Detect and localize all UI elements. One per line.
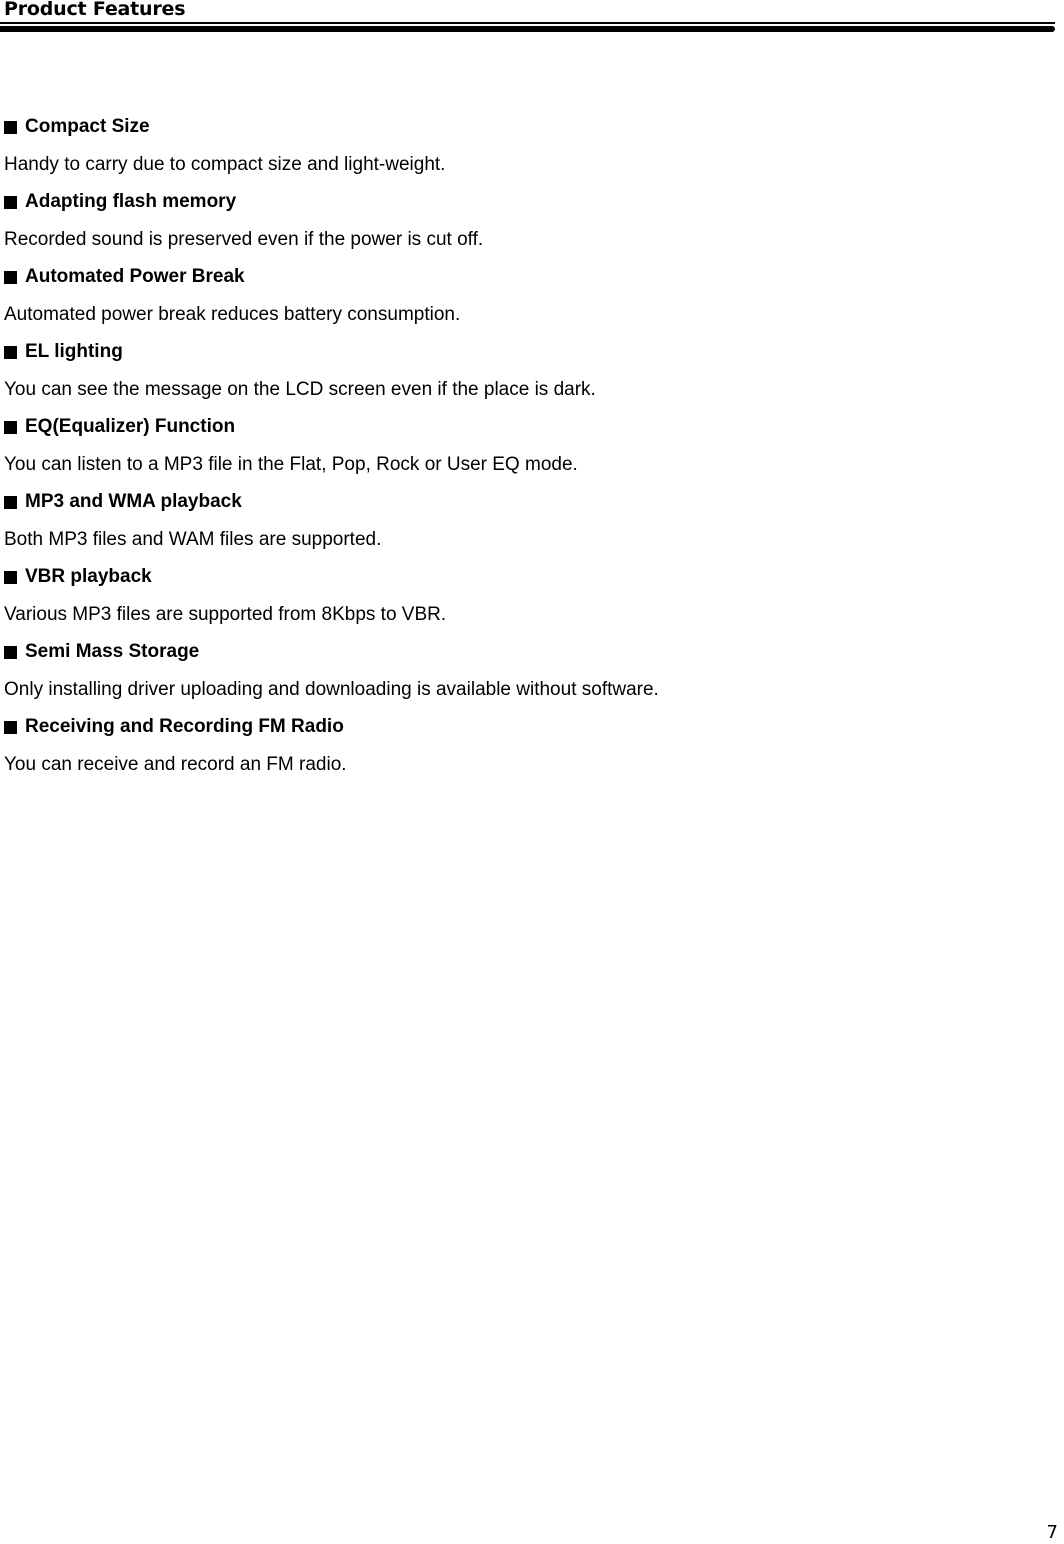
feature-title: Automated Power Break <box>25 266 245 287</box>
feature-description: Both MP3 files and WAM files are supported. <box>4 528 382 550</box>
feature-title: EQ(Equalizer) Function <box>25 416 236 437</box>
square-bullet-icon <box>4 196 17 209</box>
feature-item-fm-radio <box>4 708 1044 783</box>
page-header <box>0 0 1064 40</box>
feature-title: EL lighting <box>25 341 123 362</box>
feature-description: Various MP3 files are supported from 8Kbps to VBR. <box>4 603 447 625</box>
header-rule-thin <box>0 22 1055 24</box>
square-bullet-icon <box>4 646 17 659</box>
header-rule-thick <box>0 26 1055 32</box>
feature-description: You can listen to a MP3 file in the Flat, Pop, Rock or User EQ mode. <box>4 453 578 475</box>
square-bullet-icon <box>4 421 17 434</box>
feature-item-flash-memory <box>4 183 1044 258</box>
square-bullet-icon <box>4 121 17 134</box>
feature-title: MP3 and WMA playback <box>25 491 242 512</box>
feature-heading <box>4 333 1044 371</box>
feature-item-power-break <box>4 258 1044 333</box>
feature-title: Adapting flash memory <box>25 191 237 212</box>
feature-item-mp3-wma <box>4 483 1044 558</box>
square-bullet-icon <box>4 346 17 359</box>
feature-heading <box>4 408 1044 446</box>
feature-item-el-lighting <box>4 333 1044 408</box>
feature-description: Only installing driver uploading and downloading is available without software. <box>4 678 659 700</box>
square-bullet-icon <box>4 571 17 584</box>
page-title: Product Features <box>4 0 186 20</box>
feature-description: Handy to carry due to compact size and light-weight. <box>4 153 446 175</box>
feature-item-equalizer <box>4 408 1044 483</box>
square-bullet-icon <box>4 721 17 734</box>
feature-item-vbr <box>4 558 1044 633</box>
feature-heading <box>4 258 1044 296</box>
feature-title: Receiving and Recording FM Radio <box>25 716 344 737</box>
square-bullet-icon <box>4 271 17 284</box>
feature-title: VBR playback <box>25 566 152 587</box>
feature-description: Automated power break reduces battery consumption. <box>4 303 461 325</box>
feature-heading <box>4 483 1044 521</box>
feature-heading <box>4 183 1044 221</box>
feature-list <box>4 108 1044 783</box>
feature-description: You can receive and record an FM radio. <box>4 753 347 775</box>
feature-item-mass-storage <box>4 633 1044 708</box>
feature-heading <box>4 108 1044 146</box>
square-bullet-icon <box>4 496 17 509</box>
feature-item-compact-size <box>4 108 1044 183</box>
feature-heading <box>4 558 1044 596</box>
feature-heading <box>4 633 1044 671</box>
feature-heading <box>4 708 1044 746</box>
feature-title: Compact Size <box>25 116 150 137</box>
page-number: 7 <box>1046 1522 1058 1543</box>
feature-description: Recorded sound is preserved even if the power is cut off. <box>4 228 484 250</box>
feature-description: You can see the message on the LCD screen even if the place is dark. <box>4 378 596 400</box>
feature-title: Semi Mass Storage <box>25 641 200 662</box>
